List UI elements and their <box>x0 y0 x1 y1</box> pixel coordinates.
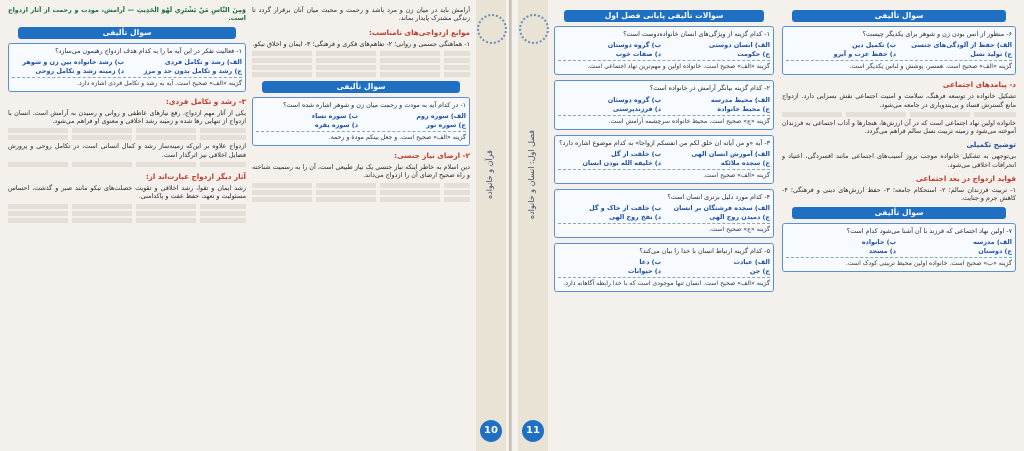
option: ب) خانواده <box>861 237 896 246</box>
option: د) حفظ عزت و آبرو <box>833 50 896 59</box>
option: د) فرزندپرستی <box>612 104 661 113</box>
paragraph: رشد ایمان و تقوا، رشد اخلاقی و تقویت خصلت‌های نیکو مانند صبر و گذشت، احساس مسئولیت و تعهد، حفظ عفت و پاکدامنی. <box>8 184 246 201</box>
paragraph: دین اسلام به خاطر اینکه نیاز جنسی یک نیاز طبیعی است، آن را به رسمیت شناخته و راه صحیح ارضای آن را ازدواج می‌داند. <box>252 163 470 180</box>
option: د) نفخ روح الهی <box>608 213 661 222</box>
question-header: سوال تألیفی <box>792 207 1006 219</box>
question-box <box>252 97 470 146</box>
question-box <box>554 135 774 184</box>
text-line <box>252 183 470 188</box>
right-page-side-strip <box>518 0 548 451</box>
question-header: سوال تألیفی <box>262 81 460 93</box>
option: الف) سوره روم <box>416 112 466 121</box>
page-number: 10 <box>480 420 502 442</box>
option: ب) رشد خانواده بین زن و شوهر <box>22 57 124 66</box>
section-heading: فواید ازدواج در بعد اجتماعی <box>916 174 1016 184</box>
question-text: ۵- کدام گزینه ارتباط انسان با خدا را بیان می‌کند؟ <box>639 247 770 256</box>
options-grid <box>786 41 1012 58</box>
right-page-column-2 <box>782 6 1016 426</box>
option: د) خلیفه الله بودن انسان <box>582 158 661 167</box>
text-line <box>8 128 246 133</box>
option: ب) سوره نساء <box>311 112 358 121</box>
text-line <box>252 58 470 63</box>
question-box <box>554 243 774 292</box>
left-page-column-2 <box>252 6 470 426</box>
option: ج) حکومت <box>737 50 770 59</box>
text-line <box>8 135 246 140</box>
question-text: ۷- اولین نهاد اجتماعی که فرزند با آن آشنا می‌شود کدام است؟ <box>846 226 1012 235</box>
option: د) صفات خوب <box>615 50 661 59</box>
text-line <box>252 190 470 195</box>
question-text: ۶- منظور از انس بودن زن و شوهر برای یکدیگر چیست؟ <box>862 30 1012 38</box>
option: ج) رشد و تکامل بدون حد و مرز <box>143 66 242 75</box>
question-box <box>782 26 1016 75</box>
left-page-column-1 <box>8 6 246 426</box>
option: ج) دمیدن روح الهی <box>709 213 770 222</box>
answer-text: گزینه «ج» صحیح است. <box>558 223 770 234</box>
text-line <box>8 162 246 167</box>
paragraph: یکی از آثار مهم ازدواج، رفع نیازهای عاطفی و روانی و رسیدن به آرامش است. انسان با ازدواج از تنهایی رها شده و زمینه رشد اخلاقی و معنوی او فراهم می‌شود. <box>8 108 246 126</box>
option: د) مسجد <box>868 246 896 255</box>
text-line <box>8 218 246 223</box>
answer-text: گزینه «الف» صحیح است. انسان تنها موجودی است که با خدا رابطه آگاهانه دارد. <box>558 277 770 288</box>
question-header: سوالات تألیفی پایانی فصل اول <box>564 10 764 22</box>
options-grid <box>558 150 770 167</box>
option: د) زمینه رشد و تکامل روحی <box>35 66 124 75</box>
section-heading: ۲- ارضای نیاز جنسی: <box>394 151 470 161</box>
option: ج) دوستان <box>978 246 1012 255</box>
answer-text: گزینه «الف» صحیح است. آیه به رشد و تکامل فردی اشاره دارد. <box>12 77 242 88</box>
paragraph: خانواده اولین نهاد اجتماعی است که در آن ارزش‌ها، هنجارها و آداب اجتماعی به فرزندان آموخته می‌شود و زمینه تربیت نسل سالم فراهم می‌گردد. <box>782 118 1016 136</box>
option: الف) انسان دوستی <box>708 41 770 50</box>
right-page-column-1 <box>554 6 774 426</box>
option: ج) تولید نسل <box>970 50 1012 59</box>
option: ب) تکمیل دین <box>852 41 896 50</box>
paragraph: بی‌توجهی به تشکیل خانواده موجب بروز آسیب‌های اجتماعی مانند افسردگی، اعتیاد و انحرافات اخلاقی می‌شود. <box>782 152 1016 169</box>
text-line <box>782 112 1016 117</box>
option: د) سوره بقره <box>314 121 358 130</box>
section-heading: ۳- رشد و تکامل فردی: <box>166 96 246 106</box>
option: د) حیوانات <box>627 267 661 276</box>
answer-text: گزینه «الف» صحیح است. همسر، پوشش و لباس یکدیگر است. <box>786 60 1012 71</box>
answer-text: گزینه «ب» صحیح است. خانواده اولین محیط تربیتی کودک است. <box>786 257 1012 268</box>
question-text: ۱- در کدام آیه به مودت و رحمت میان زن و شوهر اشاره شده است؟ <box>283 100 466 109</box>
text-line <box>252 197 470 202</box>
question-box <box>554 80 774 129</box>
paragraph: ۱- هماهنگی جسمی و روانی؛ ۲- تفاهم‌های فکری و فرهنگی؛ ۳- ایمان و اخلاق نیکو. <box>252 39 470 48</box>
options-grid <box>256 112 466 129</box>
paragraph: ازدواج علاوه بر این‌که زمینه‌ساز رشد و کمال انسانی است، در تکامل روحی و پرورش فضایل اخلاقی نیز اثرگذار است. <box>8 142 246 159</box>
question-header: سوال تألیفی <box>18 27 236 39</box>
ornament-icon <box>519 14 549 44</box>
option: الف) آموزش انسان الهی <box>691 149 770 158</box>
question-header: سوال تألیفی <box>792 10 1006 22</box>
option: ج) جن <box>749 267 770 276</box>
question-text: ۲- کدام گزینه بیانگر آرامش در خانواده است؟ <box>649 84 770 93</box>
options-grid <box>558 258 770 275</box>
options-grid <box>558 41 770 58</box>
section-heading: آثار دیگر ازدواج عبارت‌اند از: <box>145 172 246 182</box>
text-line <box>8 204 246 209</box>
answer-text: گزینه «الف» صحیح است. خانواده اولین و مهم‌ترین نهاد اجتماعی است. <box>558 60 770 71</box>
paragraph: تشکیل خانواده در توسعه فرهنگ، سلامت و امنیت اجتماعی نقش بسزایی دارد. ازدواج مانع گسترش فساد و بی‌بندوباری در جامعه می‌شود. <box>782 92 1016 109</box>
question-text: ۴- کدام مورد دلیل برتری انسان است؟ <box>667 192 770 201</box>
side-title: قرآن و خانواده <box>485 150 494 200</box>
option: ب) گروه دوستان <box>607 95 661 104</box>
paragraph: ۱- تربیت فرزندان سالم؛ ۲- استحکام جامعه؛ ۳- حفظ ارزش‌های دینی و فرهنگی؛ ۴- کاهش جرم و جنایت. <box>782 186 1016 203</box>
right-page <box>512 0 1024 451</box>
question-box <box>782 223 1016 272</box>
option: ب) دعا <box>639 258 661 267</box>
text-line <box>8 211 246 216</box>
paragraph: آرامش باید در میان زن و مرد باشد و رحمت و محبت میان آنان برقرار گردد تا زندگی مشترک پایدار بماند. <box>252 6 470 23</box>
left-page-side-strip <box>476 0 506 451</box>
option: الف) سجده فرشتگان بر انسان <box>673 204 770 213</box>
question-text: ۳- آیه «و من آیاته ان خلق لکم من انفسکم ازواجا» به کدام موضوع اشاره دارد؟ <box>559 138 770 147</box>
option: ب) خلقت از خاک و گل <box>589 204 661 213</box>
options-grid <box>786 238 1012 255</box>
question-text: ۱- کدام گزینه از ویژگی‌های انسان خانواده‌دوست است؟ <box>623 30 770 38</box>
option: ب) گروه دوستان <box>607 41 661 50</box>
option: ب) خلقت از گل <box>611 149 661 158</box>
ornament-icon <box>477 14 507 44</box>
answer-text: گزینه «ج» صحیح است. محیط خانواده سرچشمه آرامش است. <box>558 115 770 126</box>
section-heading: د- پیامدهای اجتماعی <box>942 80 1016 90</box>
side-title: فصل اول: انسان و خانواده <box>527 130 536 220</box>
options-grid <box>558 204 770 221</box>
question-box <box>554 26 774 75</box>
option: الف) محیط مدرسه <box>710 95 770 104</box>
text-line <box>252 72 470 77</box>
section-heading: توضیح تکمیلی <box>966 140 1016 150</box>
question-text: ۱- فعالیت تفکر در این آیه ما را به کدام هدف ازدواج رهنمون می‌سازد؟ <box>55 46 242 55</box>
option: ج) سجده ملائکه <box>720 158 770 167</box>
option: الف) رشد و تکامل فردی <box>164 57 242 66</box>
text-line <box>252 65 470 70</box>
option: ج) محیط خانواده <box>717 104 770 113</box>
intro-verse: وَمِنَ النَّاسِ مَنْ يَشْتَرِي لَهْوَ الْحَدِيثِ — آرامش، مودت و رحمت از آثار ازدواج است. <box>8 6 246 23</box>
option: ج) سوره نور <box>426 121 466 130</box>
question-box <box>554 189 774 238</box>
question-box <box>8 43 246 92</box>
option: الف) حفظ از آلودگی‌های جنسی <box>911 41 1012 50</box>
options-grid <box>12 58 242 75</box>
options-grid <box>558 96 770 113</box>
text-line <box>252 51 470 56</box>
option: الف) مدرسه <box>973 237 1012 246</box>
page-number: 11 <box>522 420 544 442</box>
answer-text: گزینه «الف» صحیح است. و جعل بینکم مودة و رحمة. <box>256 131 466 142</box>
section-heading: موانع ازدواجی‌های نامناسب: <box>368 27 470 37</box>
answer-text: گزینه «الف» صحیح است. <box>558 169 770 180</box>
option: الف) عبادت <box>733 258 770 267</box>
